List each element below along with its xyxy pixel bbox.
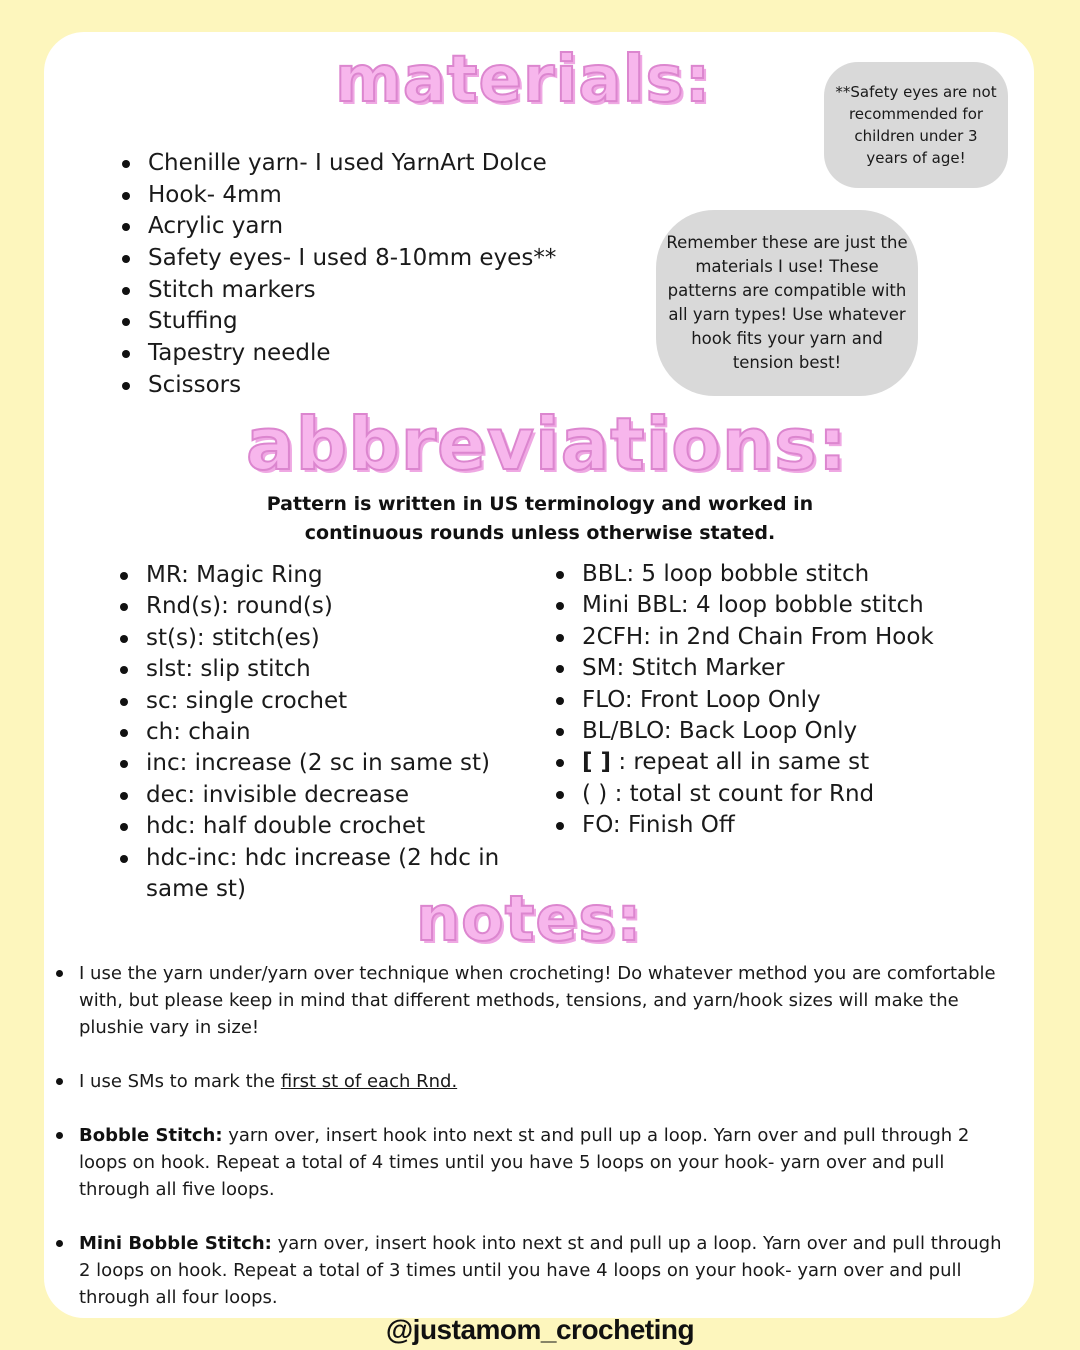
- list-item: ( ) : total st count for Rnd: [554, 779, 934, 810]
- note-text: yarn over, insert hook into next st and pull up a loop. Yarn over and pull through 2 loops on hook. Repeat a total of 4 times until you have 5 loops on your hook- yarn over and pull through all five loops.: [79, 1125, 970, 1200]
- list-item: [56, 1230, 1006, 1311]
- list-item: ch: chain: [118, 717, 518, 748]
- list-item: BL/BLO: Back Loop Only: [554, 716, 934, 747]
- list-item: [56, 1068, 1006, 1095]
- list-item: [56, 1122, 1006, 1203]
- list-item: Chenille yarn- I used YarnArt Dolce: [120, 148, 556, 180]
- list-item: st(s): stitch(es): [118, 623, 518, 654]
- list-item: I use the yarn under/yarn over technique when crocheting! Do whatever method you are comfortable with, but please keep in mind that different methods, tensions, and yarn/hook sizes will make the plushie vary in size!: [56, 960, 1006, 1041]
- repeat-bracket-description: : repeat all in same st: [611, 749, 870, 776]
- safety-eyes-note-text: **Safety eyes are not recommended for children under 3 years of age!: [835, 83, 997, 167]
- notes-heading: notes:: [416, 882, 643, 955]
- abbreviations-right-list: [554, 559, 934, 842]
- list-item: sc: single crochet: [118, 686, 518, 717]
- list-item: slst: slip stitch: [118, 654, 518, 685]
- abbreviations-heading: abbreviations:: [246, 402, 848, 486]
- list-item: inc: increase (2 sc in same st): [118, 748, 518, 779]
- bobble-stitch-label: Bobble Stitch:: [79, 1125, 223, 1146]
- list-item: Stuffing: [120, 306, 556, 338]
- list-item: Scissors: [120, 370, 556, 402]
- social-handle: @justamom_crocheting: [385, 1314, 695, 1345]
- note-text: I use SMs to mark the: [79, 1071, 281, 1092]
- mini-bobble-stitch-label: Mini Bobble Stitch:: [79, 1233, 272, 1254]
- list-item: Stitch markers: [120, 275, 556, 307]
- list-item: hdc: half double crochet: [118, 811, 518, 842]
- list-item: SM: Stitch Marker: [554, 653, 934, 684]
- repeat-bracket-symbol: [ ]: [582, 749, 612, 776]
- list-item: FLO: Front Loop Only: [554, 685, 934, 716]
- list-item: FO: Finish Off: [554, 810, 934, 841]
- materials-list: [120, 148, 556, 402]
- note-text: yarn over, insert hook into next st and pull up a loop. Yarn over and pull through 2 loops on hook. Repeat a total of 3 times until you have 4 loops on your hook- yarn over and pull through all four loops.: [79, 1233, 1002, 1308]
- first-stitch-underlined: first st of each Rnd.: [280, 1071, 458, 1092]
- list-item: hdc-inc: hdc increase (2 hdc in same st): [118, 843, 518, 906]
- materials-note-bubble: [656, 210, 918, 396]
- materials-heading: materials:: [335, 43, 712, 117]
- list-item: [554, 747, 934, 778]
- safety-eyes-note-bubble: [824, 62, 1008, 188]
- notes-list: [56, 960, 1006, 1338]
- list-item: Rnd(s): round(s): [118, 591, 518, 622]
- terminology-note: Pattern is written in US terminology and worked in continuous rounds unless otherwise stated.: [266, 493, 814, 544]
- list-item: Tapestry needle: [120, 338, 556, 370]
- abbreviations-left-list: [118, 560, 518, 905]
- list-item: 2CFH: in 2nd Chain From Hook: [554, 622, 934, 653]
- list-item: Safety eyes- I used 8-10mm eyes**: [120, 243, 556, 275]
- list-item: Acrylic yarn: [120, 211, 556, 243]
- materials-note-text: Remember these are just the materials I use! These patterns are compatible with all yarn types! Use whatever hook fits your yarn and tension best!: [666, 233, 908, 372]
- list-item: BBL: 5 loop bobble stitch: [554, 559, 934, 590]
- list-item: MR: Magic Ring: [118, 560, 518, 591]
- list-item: Mini BBL: 4 loop bobble stitch: [554, 590, 934, 621]
- list-item: Hook- 4mm: [120, 180, 556, 212]
- list-item: dec: invisible decrease: [118, 780, 518, 811]
